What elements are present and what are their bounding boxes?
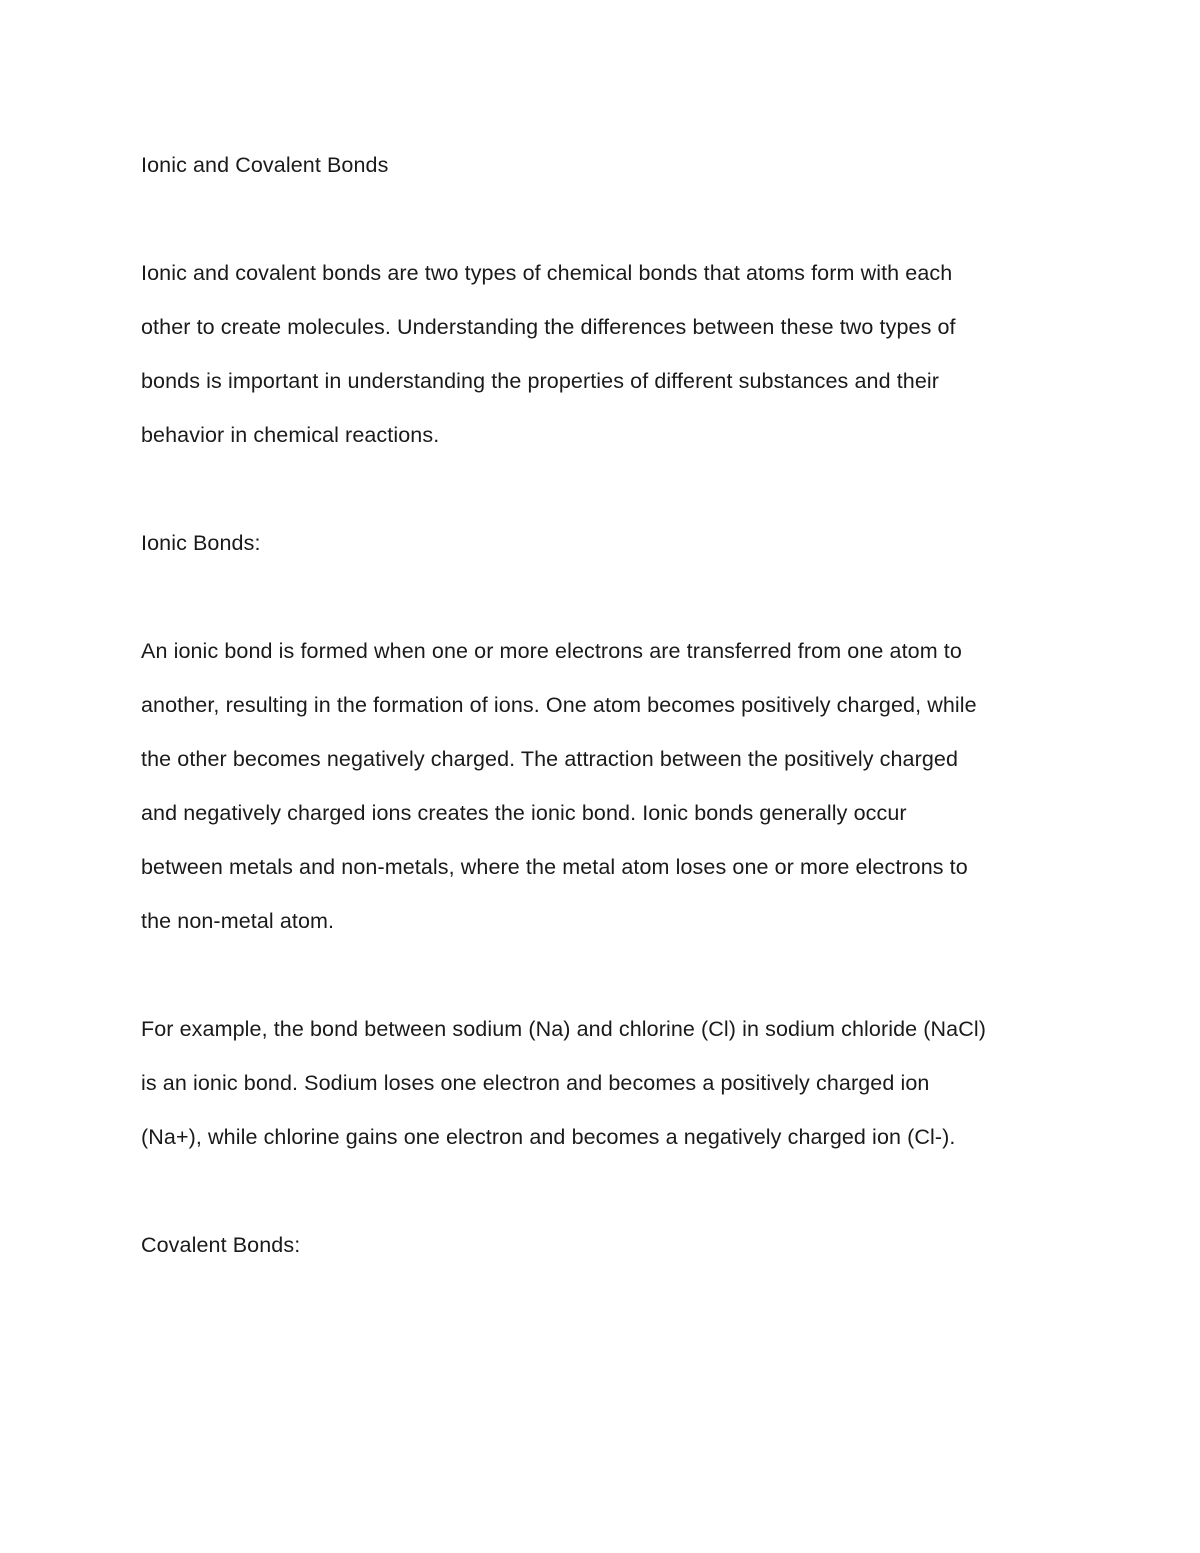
paragraph-line: and negatively charged ions creates the ionic bond. Ionic bonds generally occur [141, 801, 907, 825]
paragraph-line: is an ionic bond. Sodium loses one electron and becomes a positively charged ion [141, 1071, 930, 1095]
section-heading-covalent: Covalent Bonds: [141, 1233, 301, 1257]
paragraph-line: other to create molecules. Understanding the differences between these two types of [141, 315, 956, 339]
paragraph-line: bonds is important in understanding the properties of different substances and their [141, 369, 940, 393]
ionic-paragraph [141, 624, 1081, 948]
paragraph-line: another, resulting in the formation of ions. One atom becomes positively charged, while [141, 693, 977, 717]
document-body [141, 138, 1081, 1272]
paragraph-line: behavior in chemical reactions. [141, 423, 440, 447]
paragraph-line: An ionic bond is formed when one or more electrons are transferred from one atom to [141, 639, 962, 663]
example-paragraph [141, 1002, 1081, 1164]
document-title: Ionic and Covalent Bonds [141, 153, 389, 177]
paragraph-line: the other becomes negatively charged. The attraction between the positively charged [141, 747, 959, 771]
section-heading-ionic: Ionic Bonds: [141, 531, 261, 555]
paragraph-line: the non-metal atom. [141, 909, 335, 933]
paragraph-line: Ionic and covalent bonds are two types of chemical bonds that atoms form with each [141, 261, 953, 285]
spacer [141, 948, 1081, 1002]
intro-paragraph [141, 246, 1081, 462]
spacer [141, 570, 1081, 624]
paragraph-line: For example, the bond between sodium (Na) and chlorine (Cl) in sodium chloride (NaCl) [141, 1017, 986, 1041]
spacer [141, 462, 1081, 516]
paragraph-line: between metals and non-metals, where the metal atom loses one or more electrons to [141, 855, 968, 879]
spacer [141, 192, 1081, 246]
spacer [141, 1164, 1081, 1218]
paragraph-line: (Na+), while chlorine gains one electron and becomes a negatively charged ion (Cl-). [141, 1125, 956, 1149]
